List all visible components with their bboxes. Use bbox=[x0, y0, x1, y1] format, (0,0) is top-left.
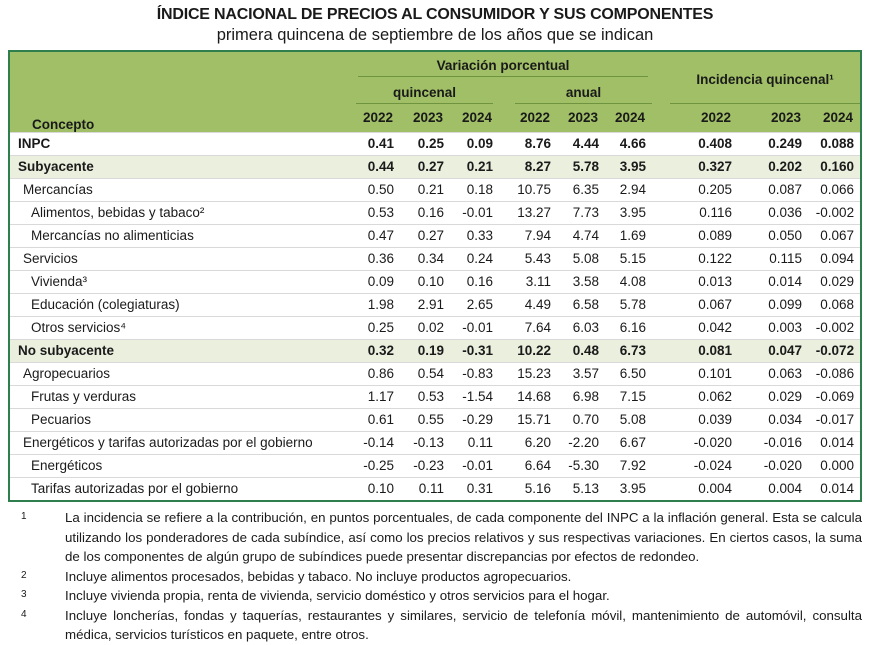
variacion-group-cell bbox=[350, 52, 652, 77]
cell-value: 0.116 bbox=[652, 201, 738, 224]
year-column-header: 2022 bbox=[499, 104, 557, 132]
cell-value: 0.081 bbox=[652, 339, 738, 362]
concepto-column-header: Concepto bbox=[10, 52, 350, 132]
cell-value: 3.95 bbox=[605, 477, 652, 500]
table-row bbox=[10, 362, 860, 385]
cell-value: -0.14 bbox=[350, 431, 400, 454]
cell-value: 0.004 bbox=[652, 477, 738, 500]
cell-value: 6.50 bbox=[605, 362, 652, 385]
cell-value: 7.94 bbox=[499, 224, 557, 247]
cell-value: 0.55 bbox=[400, 408, 450, 431]
cell-value: 0.029 bbox=[738, 385, 808, 408]
cell-value: 0.050 bbox=[738, 224, 808, 247]
cell-value: 4.74 bbox=[557, 224, 605, 247]
cell-value: 0.21 bbox=[450, 155, 499, 178]
row-label: Frutas y verduras bbox=[10, 385, 350, 408]
footnotes bbox=[8, 508, 862, 645]
incidencia-group-cell bbox=[652, 52, 860, 104]
footnote-marker: 2 bbox=[21, 569, 27, 581]
cell-value: 0.034 bbox=[738, 408, 808, 431]
cell-value: 0.327 bbox=[652, 155, 738, 178]
cell-value: 3.11 bbox=[499, 270, 557, 293]
row-label: Energéticos y tarifas autorizadas por el gobierno bbox=[10, 431, 350, 454]
cell-value: 1.17 bbox=[350, 385, 400, 408]
cell-value: -0.01 bbox=[450, 201, 499, 224]
cell-value: -0.020 bbox=[652, 431, 738, 454]
cell-value: 5.16 bbox=[499, 477, 557, 500]
cell-value: 4.66 bbox=[605, 132, 652, 155]
cell-value: 6.73 bbox=[605, 339, 652, 362]
cell-value: 7.92 bbox=[605, 454, 652, 477]
page bbox=[0, 5, 870, 645]
row-label: Vivienda³ bbox=[10, 270, 350, 293]
row-label: Pecuarios bbox=[10, 408, 350, 431]
table-row bbox=[10, 293, 860, 316]
year-column-header: 2024 bbox=[808, 104, 860, 132]
year-column-header: 2023 bbox=[738, 104, 808, 132]
cell-value: 0.014 bbox=[738, 270, 808, 293]
cell-value: 0.088 bbox=[808, 132, 860, 155]
cell-value: 5.13 bbox=[557, 477, 605, 500]
incidencia-group-header: Incidencia quincenal¹ bbox=[670, 55, 860, 104]
cell-value: 0.48 bbox=[557, 339, 605, 362]
row-label: Agropecuarios bbox=[10, 362, 350, 385]
cell-value: 3.95 bbox=[605, 201, 652, 224]
cell-value: -0.01 bbox=[450, 316, 499, 339]
cell-value: 8.76 bbox=[499, 132, 557, 155]
cell-value: 0.11 bbox=[450, 431, 499, 454]
year-column-header: 2022 bbox=[350, 104, 400, 132]
table-row bbox=[10, 201, 860, 224]
table-row bbox=[10, 178, 860, 201]
table-row bbox=[10, 316, 860, 339]
table-body bbox=[10, 132, 860, 500]
cell-value: 4.49 bbox=[499, 293, 557, 316]
cell-value: 0.18 bbox=[450, 178, 499, 201]
cell-value: 0.70 bbox=[557, 408, 605, 431]
cell-value: 0.25 bbox=[400, 132, 450, 155]
cell-value: 0.249 bbox=[738, 132, 808, 155]
cell-value: 0.44 bbox=[350, 155, 400, 178]
row-label: Educación (colegiaturas) bbox=[10, 293, 350, 316]
cell-value: 0.047 bbox=[738, 339, 808, 362]
cell-value: 0.31 bbox=[450, 477, 499, 500]
cell-value: 0.10 bbox=[400, 270, 450, 293]
cell-value: 0.042 bbox=[652, 316, 738, 339]
cell-value: 6.03 bbox=[557, 316, 605, 339]
cell-value: 0.54 bbox=[400, 362, 450, 385]
cell-value: 6.67 bbox=[605, 431, 652, 454]
cell-value: 14.68 bbox=[499, 385, 557, 408]
year-column-header: 2022 bbox=[652, 104, 738, 132]
cell-value: -0.13 bbox=[400, 431, 450, 454]
footnote bbox=[8, 508, 862, 567]
cell-value: 0.094 bbox=[808, 247, 860, 270]
cell-value: 2.91 bbox=[400, 293, 450, 316]
cell-value: 0.53 bbox=[400, 385, 450, 408]
table-row bbox=[10, 224, 860, 247]
cell-value: 0.062 bbox=[652, 385, 738, 408]
cell-value: 5.08 bbox=[557, 247, 605, 270]
cell-value: 1.69 bbox=[605, 224, 652, 247]
inpc-table-container bbox=[8, 50, 862, 502]
cell-value: -0.016 bbox=[738, 431, 808, 454]
footnote-text: Incluye alimentos procesados, bebidas y tabaco. No incluye productos agropecuarios. bbox=[65, 568, 572, 584]
footnote bbox=[8, 606, 862, 645]
row-label: Mercancías bbox=[10, 178, 350, 201]
row-label: Tarifas autorizadas por el gobierno bbox=[10, 477, 350, 500]
footnote bbox=[8, 586, 862, 606]
cell-value: 6.16 bbox=[605, 316, 652, 339]
cell-value: 3.57 bbox=[557, 362, 605, 385]
footnote bbox=[8, 567, 862, 587]
cell-value: 5.08 bbox=[605, 408, 652, 431]
table-row bbox=[10, 247, 860, 270]
row-label: INPC bbox=[10, 132, 350, 155]
cell-value: 0.039 bbox=[652, 408, 738, 431]
cell-value: 0.86 bbox=[350, 362, 400, 385]
cell-value: -0.024 bbox=[652, 454, 738, 477]
cell-value: 0.101 bbox=[652, 362, 738, 385]
cell-value: 0.205 bbox=[652, 178, 738, 201]
variacion-group-header: Variación porcentual bbox=[358, 58, 648, 77]
cell-value: 0.067 bbox=[808, 224, 860, 247]
table-row bbox=[10, 408, 860, 431]
cell-value: 0.013 bbox=[652, 270, 738, 293]
cell-value: 3.95 bbox=[605, 155, 652, 178]
cell-value: 0.036 bbox=[738, 201, 808, 224]
cell-value: 0.067 bbox=[652, 293, 738, 316]
cell-value: -0.01 bbox=[450, 454, 499, 477]
footnote-text: Incluye loncherías, fondas y taquerías, restaurantes y similares, servicio de telefonía móvil, mantenimiento de automóvil, consulta médica, servicios turísticos en paquete, entre otros. bbox=[65, 607, 862, 642]
cell-value: -0.31 bbox=[450, 339, 499, 362]
quincenal-subgroup-cell bbox=[350, 77, 499, 104]
cell-value: -1.54 bbox=[450, 385, 499, 408]
cell-value: 0.115 bbox=[738, 247, 808, 270]
cell-value: 15.71 bbox=[499, 408, 557, 431]
inpc-table bbox=[10, 52, 860, 500]
cell-value: 15.23 bbox=[499, 362, 557, 385]
cell-value: 0.066 bbox=[808, 178, 860, 201]
row-label: Alimentos, bebidas y tabaco² bbox=[10, 201, 350, 224]
table-row bbox=[10, 132, 860, 155]
cell-value: -0.23 bbox=[400, 454, 450, 477]
cell-value: 0.029 bbox=[808, 270, 860, 293]
cell-value: 10.75 bbox=[499, 178, 557, 201]
cell-value: 0.09 bbox=[450, 132, 499, 155]
row-label: Mercancías no alimenticias bbox=[10, 224, 350, 247]
cell-value: 0.202 bbox=[738, 155, 808, 178]
table-row bbox=[10, 270, 860, 293]
cell-value: 13.27 bbox=[499, 201, 557, 224]
cell-value: -0.069 bbox=[808, 385, 860, 408]
cell-value: 0.25 bbox=[350, 316, 400, 339]
cell-value: -5.30 bbox=[557, 454, 605, 477]
cell-value: 5.15 bbox=[605, 247, 652, 270]
cell-value: 5.43 bbox=[499, 247, 557, 270]
year-column-header: 2024 bbox=[450, 104, 499, 132]
cell-value: 0.11 bbox=[400, 477, 450, 500]
footnote-marker: 1 bbox=[21, 511, 27, 522]
cell-value: 0.27 bbox=[400, 224, 450, 247]
cell-value: 0.099 bbox=[738, 293, 808, 316]
cell-value: 2.94 bbox=[605, 178, 652, 201]
cell-value: 0.003 bbox=[738, 316, 808, 339]
cell-value: 0.53 bbox=[350, 201, 400, 224]
cell-value: 0.089 bbox=[652, 224, 738, 247]
cell-value: 1.98 bbox=[350, 293, 400, 316]
cell-value: 0.068 bbox=[808, 293, 860, 316]
cell-value: -0.002 bbox=[808, 316, 860, 339]
cell-value: -0.29 bbox=[450, 408, 499, 431]
cell-value: 0.014 bbox=[808, 477, 860, 500]
row-label: Servicios bbox=[10, 247, 350, 270]
cell-value: 0.087 bbox=[738, 178, 808, 201]
cell-value: 0.122 bbox=[652, 247, 738, 270]
cell-value: 0.16 bbox=[450, 270, 499, 293]
cell-value: 0.014 bbox=[808, 431, 860, 454]
cell-value: 0.47 bbox=[350, 224, 400, 247]
footnote-marker: 4 bbox=[21, 608, 27, 620]
year-column-header: 2023 bbox=[400, 104, 450, 132]
page-subtitle: primera quincena de septiembre de los años que se indican bbox=[216, 26, 654, 44]
cell-value: 6.64 bbox=[499, 454, 557, 477]
cell-value: -2.20 bbox=[557, 431, 605, 454]
table-row bbox=[10, 339, 860, 362]
table-row bbox=[10, 477, 860, 500]
cell-value: -0.020 bbox=[738, 454, 808, 477]
cell-value: 0.160 bbox=[808, 155, 860, 178]
cell-value: 0.000 bbox=[808, 454, 860, 477]
cell-value: 0.19 bbox=[400, 339, 450, 362]
row-label: Energéticos bbox=[10, 454, 350, 477]
footnote-marker: 3 bbox=[21, 589, 27, 600]
footnote-text: La incidencia se refiere a la contribución, en puntos porcentuales, de cada componente del INPC a la inflación general. Esta se calcula utilizando los ponderadores de cada subíndice, así como los precios relativos y sus respectivas variaciones. En ciertos casos, la suma de los componentes de algún grupo de subíndices puede presentar discrepancias por efectos de redondeo. bbox=[65, 510, 862, 564]
cell-value: 0.09 bbox=[350, 270, 400, 293]
cell-value: 0.21 bbox=[400, 178, 450, 201]
cell-value: 0.10 bbox=[350, 477, 400, 500]
cell-value: 0.33 bbox=[450, 224, 499, 247]
row-label: Subyacente bbox=[10, 155, 350, 178]
quincenal-subgroup-header: quincenal bbox=[356, 85, 493, 104]
cell-value: 5.78 bbox=[605, 293, 652, 316]
table-row bbox=[10, 431, 860, 454]
row-label: Otros servicios⁴ bbox=[10, 316, 350, 339]
table-row bbox=[10, 454, 860, 477]
cell-value: 0.61 bbox=[350, 408, 400, 431]
cell-value: 8.27 bbox=[499, 155, 557, 178]
cell-value: 6.98 bbox=[557, 385, 605, 408]
cell-value: 0.27 bbox=[400, 155, 450, 178]
cell-value: -0.017 bbox=[808, 408, 860, 431]
cell-value: 0.02 bbox=[400, 316, 450, 339]
cell-value: 0.41 bbox=[350, 132, 400, 155]
cell-value: 7.73 bbox=[557, 201, 605, 224]
year-column-header: 2023 bbox=[557, 104, 605, 132]
page-title: ÍNDICE NACIONAL DE PRECIOS AL CONSUMIDOR Y SUS COMPONENTES bbox=[156, 6, 714, 23]
cell-value: -0.83 bbox=[450, 362, 499, 385]
anual-subgroup-cell bbox=[499, 77, 652, 104]
cell-value: 2.65 bbox=[450, 293, 499, 316]
cell-value: -0.25 bbox=[350, 454, 400, 477]
footnote-text: Incluye vivienda propia, renta de vivienda, servicio doméstico y otros servicios para el hogar. bbox=[65, 588, 610, 603]
cell-value: 6.35 bbox=[557, 178, 605, 201]
cell-value: 0.063 bbox=[738, 362, 808, 385]
cell-value: -0.072 bbox=[808, 339, 860, 362]
cell-value: 10.22 bbox=[499, 339, 557, 362]
cell-value: 7.64 bbox=[499, 316, 557, 339]
cell-value: 6.58 bbox=[557, 293, 605, 316]
cell-value: 3.58 bbox=[557, 270, 605, 293]
cell-value: 0.36 bbox=[350, 247, 400, 270]
anual-subgroup-header: anual bbox=[515, 85, 652, 104]
cell-value: 4.44 bbox=[557, 132, 605, 155]
cell-value: 0.16 bbox=[400, 201, 450, 224]
table-row bbox=[10, 385, 860, 408]
cell-value: 6.20 bbox=[499, 431, 557, 454]
cell-value: 5.78 bbox=[557, 155, 605, 178]
table-header bbox=[10, 52, 860, 132]
cell-value: 0.34 bbox=[400, 247, 450, 270]
cell-value: 0.24 bbox=[450, 247, 499, 270]
table-row bbox=[10, 155, 860, 178]
cell-value: -0.002 bbox=[808, 201, 860, 224]
cell-value: -0.086 bbox=[808, 362, 860, 385]
cell-value: 4.08 bbox=[605, 270, 652, 293]
cell-value: 7.15 bbox=[605, 385, 652, 408]
cell-value: 0.004 bbox=[738, 477, 808, 500]
cell-value: 0.408 bbox=[652, 132, 738, 155]
cell-value: 0.32 bbox=[350, 339, 400, 362]
cell-value: 0.50 bbox=[350, 178, 400, 201]
row-label: No subyacente bbox=[10, 339, 350, 362]
year-column-header: 2024 bbox=[605, 104, 652, 132]
